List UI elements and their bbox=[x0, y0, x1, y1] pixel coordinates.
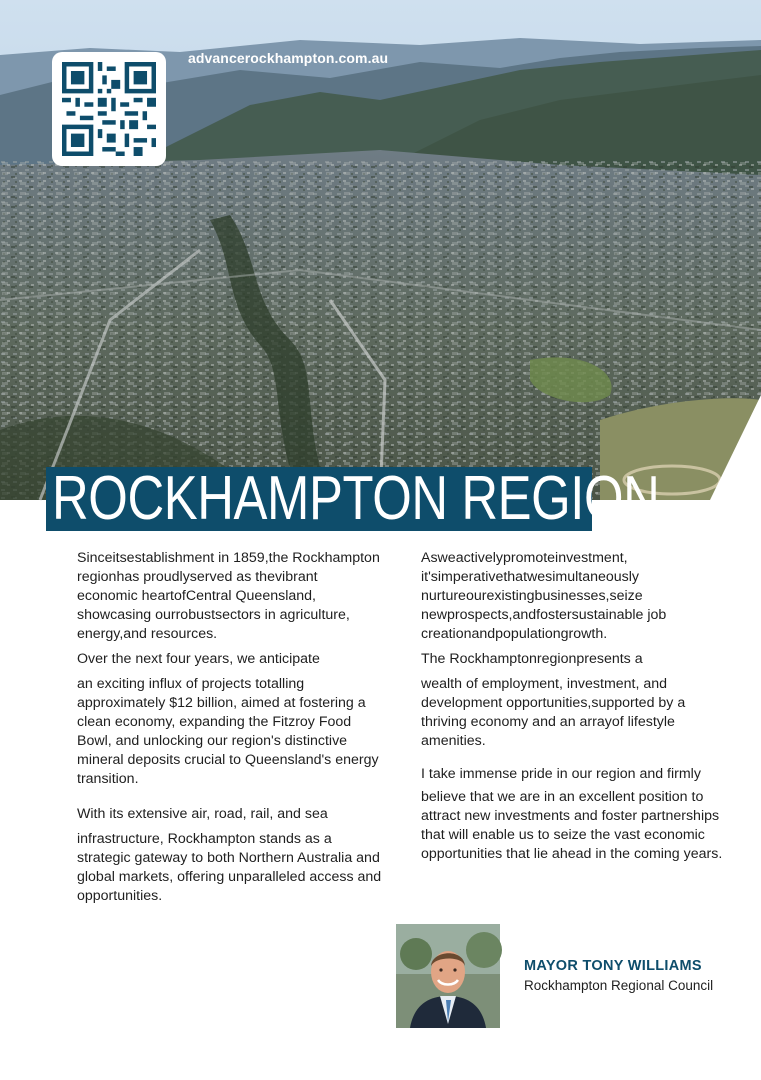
mayor-name: MAYOR TONY WILLIAMS bbox=[524, 958, 702, 974]
title-band bbox=[46, 464, 660, 533]
qr-code[interactable] bbox=[52, 52, 166, 166]
left-column bbox=[77, 549, 382, 906]
paragraph: Sinceitsestablishment in 1859,the Rockhampton regionhas proudlyserved as thevibrant economic heartofCentral Queensland, showcasing ourrobustsectors in agriculture, energy,and resources. bbox=[77, 550, 380, 642]
mayor-role: Rockhampton Regional Council bbox=[524, 978, 714, 993]
paragraph-lead: With its extensive air, road, rail, and sea bbox=[77, 806, 328, 822]
paragraph: Asweactivelypromoteinvestment, it'simperativethatwesimultaneously nurtureourexistingbusinesses,seize newprospects,andfostersustainable job creationandpopulationgrowth. bbox=[421, 550, 667, 642]
paragraph-lead: I take immense pride in our region and firmly bbox=[421, 766, 701, 782]
qr-code-icon bbox=[62, 62, 156, 156]
paragraph-lead: Over the next four years, we anticipate bbox=[77, 651, 320, 667]
website-url[interactable]: advancerockhampton.com.au bbox=[188, 50, 389, 66]
paragraph: wealth of employment, investment, and development opportunities,supported by a thriving economy and an arrayof lifestyle amenities. bbox=[421, 676, 686, 749]
paragraph-lead: The Rockhamptonregionpresents a bbox=[421, 651, 643, 667]
paragraph: infrastructure, Rockhampton stands as a strategic gateway to both Northern Australia and global markets, offering unparalleled access and opportunities. bbox=[77, 831, 382, 904]
page-title: ROCKHAMPTON REGION bbox=[52, 464, 660, 533]
mayor-portrait-icon bbox=[396, 924, 500, 1028]
paragraph: believe that we are in an excellent position to attract new investments and foster partnerships that will enable us to seize the vast economic opportunities that lie ahead in the coming years. bbox=[421, 789, 723, 862]
paragraph: an exciting influx of projects totalling approximately $12 billion, aimed at fostering a clean economy, expanding the Fitzroy Food Bowl, and unlocking our region's distinctive mineral deposits crucial to Queensland's energy transition. bbox=[77, 676, 379, 787]
right-column bbox=[421, 549, 726, 864]
hero-image bbox=[0, 0, 761, 500]
mayor-portrait bbox=[396, 924, 500, 1028]
